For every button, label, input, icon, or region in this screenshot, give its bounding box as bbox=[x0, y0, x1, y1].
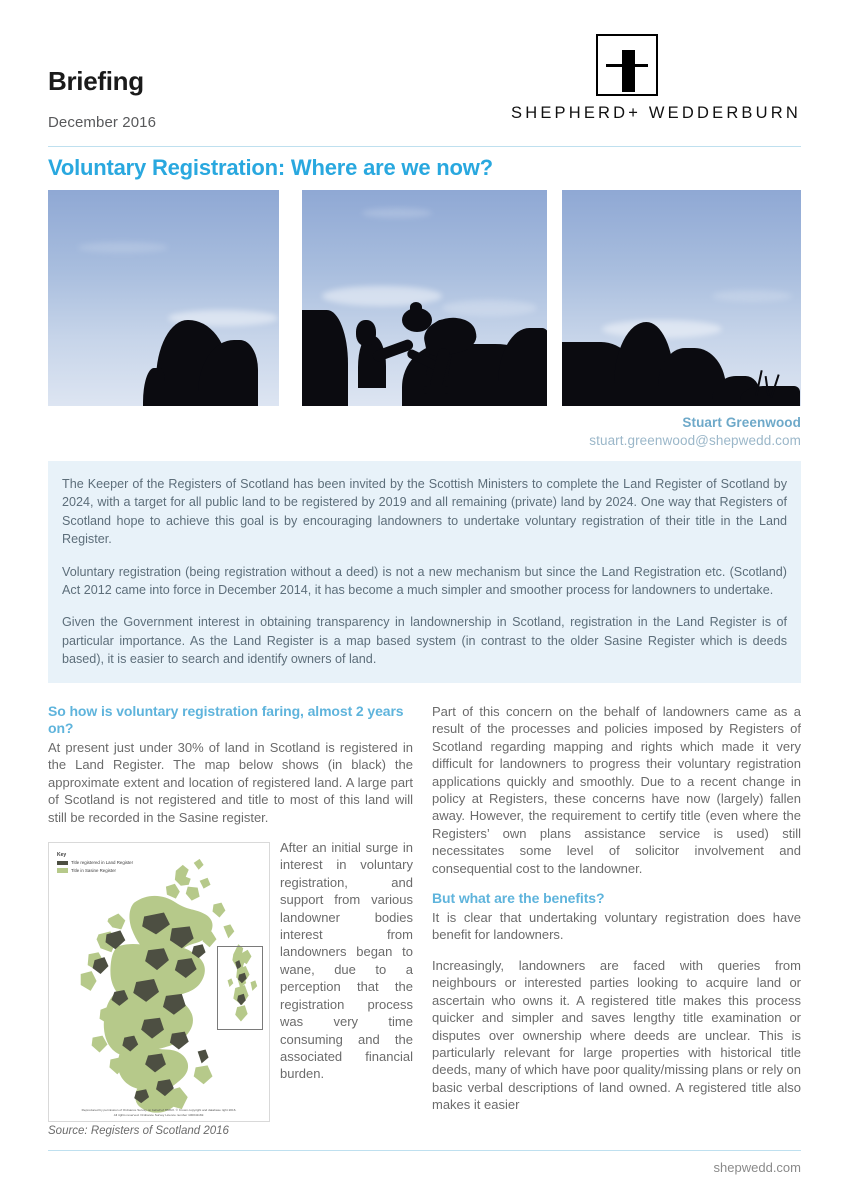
intro-paragraph: The Keeper of the Registers of Scotland has been invited by the Scottish Ministers to complete the Land Register of Scotland by 2024, with a target for all public land to be registered by 2019 and all remaining (private) land by 2024. One way that Registers of Scotland hope to achieve this goal is by encouraging landowners to undertake voluntary registration of their title in the Land Register. bbox=[62, 477, 787, 547]
photo-rock-ridge bbox=[562, 190, 801, 406]
legend-label-sasine-register: Title in Sasine Register bbox=[71, 867, 116, 873]
legend-swatch-sasine-register bbox=[57, 868, 68, 873]
legend-label-land-register: Title registered in Land Register bbox=[71, 860, 134, 866]
map-credit-line-1: Reproduced by permission of Ordnance Survey on behalf of HMSO. © Crown copyright and database right 2016. bbox=[81, 1108, 237, 1113]
shetland-inset-svg bbox=[218, 947, 262, 1029]
map-legend-item bbox=[57, 860, 137, 866]
author-email[interactable]: stuart.greenwood@shepwedd.com bbox=[589, 433, 801, 448]
intro-paragraph: Voluntary registration (being registration without a deed) is not a new mechanism but since the Land Registration etc. (Scotland) Act 2012 came into force in December 2014, it has become a much simpler and smoother process for landowners to undertake. bbox=[62, 564, 787, 598]
author-byline bbox=[589, 415, 801, 448]
footer-website[interactable]: shepwedd.com bbox=[713, 1160, 801, 1175]
map-legend-title: Key bbox=[57, 852, 67, 859]
logo-vertical-bar bbox=[622, 50, 635, 92]
left-column-paragraph: At present just under 30% of land in Scotland is registered in the Land Register. The map below shows (in black) the approximate extent and location of registered land. A large part of Scotland is not registered and title to most of this land will still be recorded in the Sasine register. bbox=[48, 740, 413, 825]
benefits-heading: But what are the benefits? bbox=[432, 890, 605, 907]
map-credit-line-2: All rights reserved. Ordnance Survey Licence number 100041182. bbox=[113, 1112, 205, 1117]
scotland-registration-map bbox=[48, 842, 270, 1122]
publication-date: December 2016 bbox=[48, 114, 157, 131]
intro-paragraph: Given the Government interest in obtaining transparency in landownership in Scotland, registration in the Land Register is of particular importance. As the Land Register is a map based system (in contrast to the older Sasine Register which is deeds based), it is easier to search and identify owners of land. bbox=[62, 615, 787, 667]
briefing-label: Briefing bbox=[48, 66, 144, 96]
logo-horizontal-bar bbox=[606, 64, 648, 67]
map-credit bbox=[54, 1108, 264, 1117]
benefits-paragraph: It is clear that undertaking voluntary registration does have benefit for landowners. bbox=[432, 910, 801, 943]
left-column bbox=[48, 703, 413, 1137]
header-divider bbox=[48, 146, 801, 147]
map-legend-item bbox=[57, 868, 137, 874]
left-column-heading: So how is voluntary registration faring, almost 2 years on? bbox=[48, 703, 404, 736]
intro-callout-box bbox=[48, 461, 801, 683]
author-name: Stuart Greenwood bbox=[682, 415, 801, 430]
photo-climbers-helping bbox=[302, 190, 547, 406]
page-header bbox=[48, 34, 801, 144]
right-column bbox=[432, 703, 801, 1127]
logo-wordmark: SHEPHERD+ WEDDERBURN bbox=[511, 104, 801, 122]
benefits-paragraph: Increasingly, landowners are faced with queries from neighbours or interested parties looking to acquire land or ascertain who owns it. A registered title makes this process quicker and simpler and saves lengthy title examination or disputes over ownership where deeds are unclear. This is particularly relevant for large properties with historical title deeds, many of which have poor quality/missing plans or rely on basic verbal descriptions of land owned. A registered title also makes it easier bbox=[432, 957, 801, 1113]
right-column-paragraph: Part of this concern on the behalf of landowners came as a result of the processes and policies imposed by Registers of Scotland regarding mapping and rights which made it very difficult for landowners to progress their voluntary registration applications quickly and smoothly. Due to a recent change in policy at Registers, these concerns have now (largely) fallen away. However, the requirement to certify title (even where the Registers’ own plans assistance service is used) still necessitates some level of solicitor involvement and consequential cost to the landowner. bbox=[432, 704, 801, 876]
logo-mark-icon bbox=[596, 34, 658, 96]
brand-logo bbox=[481, 34, 801, 126]
page-title: Voluntary Registration: Where are we now? bbox=[48, 155, 493, 180]
map-and-wrap-text bbox=[48, 839, 413, 1137]
footer-divider bbox=[48, 1150, 801, 1151]
shetland-inset-box bbox=[217, 946, 263, 1030]
photo-climber-left bbox=[48, 190, 279, 406]
map-legend bbox=[57, 852, 137, 875]
left-column-wrap-paragraph: After an initial surge in interest in voluntary registration, and support from various landowner bodies interest from landowners began to wane, due to a perception that the registration process was very time consuming and the associated financial burden. bbox=[280, 840, 413, 1082]
legend-swatch-land-register bbox=[57, 861, 68, 866]
map-source-caption: Source: Registers of Scotland 2016 bbox=[48, 1125, 229, 1138]
photo-strip bbox=[48, 190, 801, 406]
